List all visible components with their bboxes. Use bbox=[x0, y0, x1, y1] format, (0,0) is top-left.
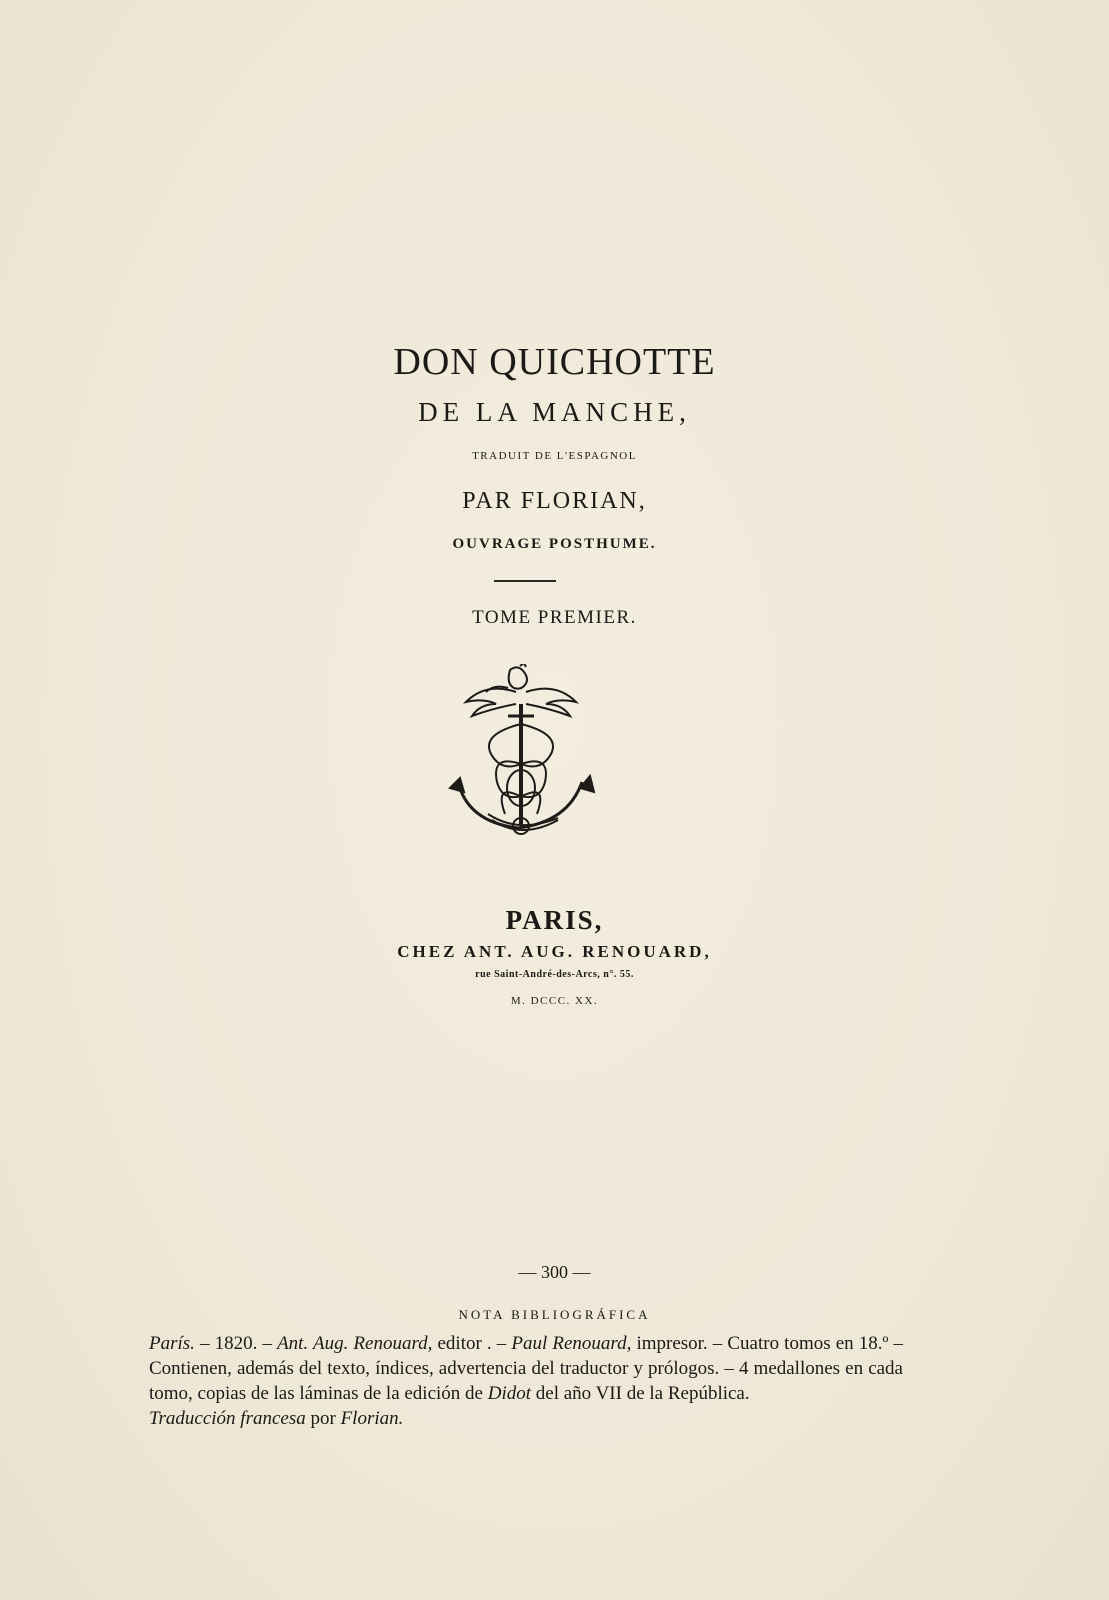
publication-date: M. DCCC. XX. bbox=[510, 995, 599, 1007]
title: DON QUICHOTTE bbox=[393, 341, 716, 383]
page-number: — 300 — bbox=[518, 1262, 591, 1282]
volume-label: TOME PREMIER. bbox=[472, 607, 637, 628]
posthumous-note: OUVRAGE POSTHUME. bbox=[452, 536, 657, 552]
nota-translation-line: Traducción francesa por Florian. bbox=[149, 1408, 404, 1429]
nota-text-part: París. – 1820. – Ant. Aug. Renouard, editor . – Paul Renouard, impresor. – Cuatro tomos en 18.º – Contienen, además del texto, índices, advertencia del traductor y prólogos. – 4 medallones en cada tomo, copias de las láminas de la edición de Didot del año VII de la República. bbox=[149, 1333, 903, 1404]
anchor-dolphin-rooster-emblem-icon bbox=[448, 664, 608, 854]
nota-body bbox=[149, 1331, 903, 1431]
author: PAR FLORIAN, bbox=[462, 488, 647, 514]
publisher: CHEZ ANT. AUG. RENOUARD, bbox=[397, 942, 712, 961]
city: PARIS, bbox=[505, 905, 604, 935]
translated-from: TRADUIT DE L'ESPAGNOL bbox=[472, 450, 637, 462]
divider-rule bbox=[494, 580, 556, 582]
subtitle: DE LA MANCHE, bbox=[418, 397, 691, 427]
nota-heading: NOTA BIBLIOGRÁFICA bbox=[458, 1307, 651, 1322]
publisher-address: rue Saint-André-des-Arcs, n°. 55. bbox=[475, 969, 634, 980]
